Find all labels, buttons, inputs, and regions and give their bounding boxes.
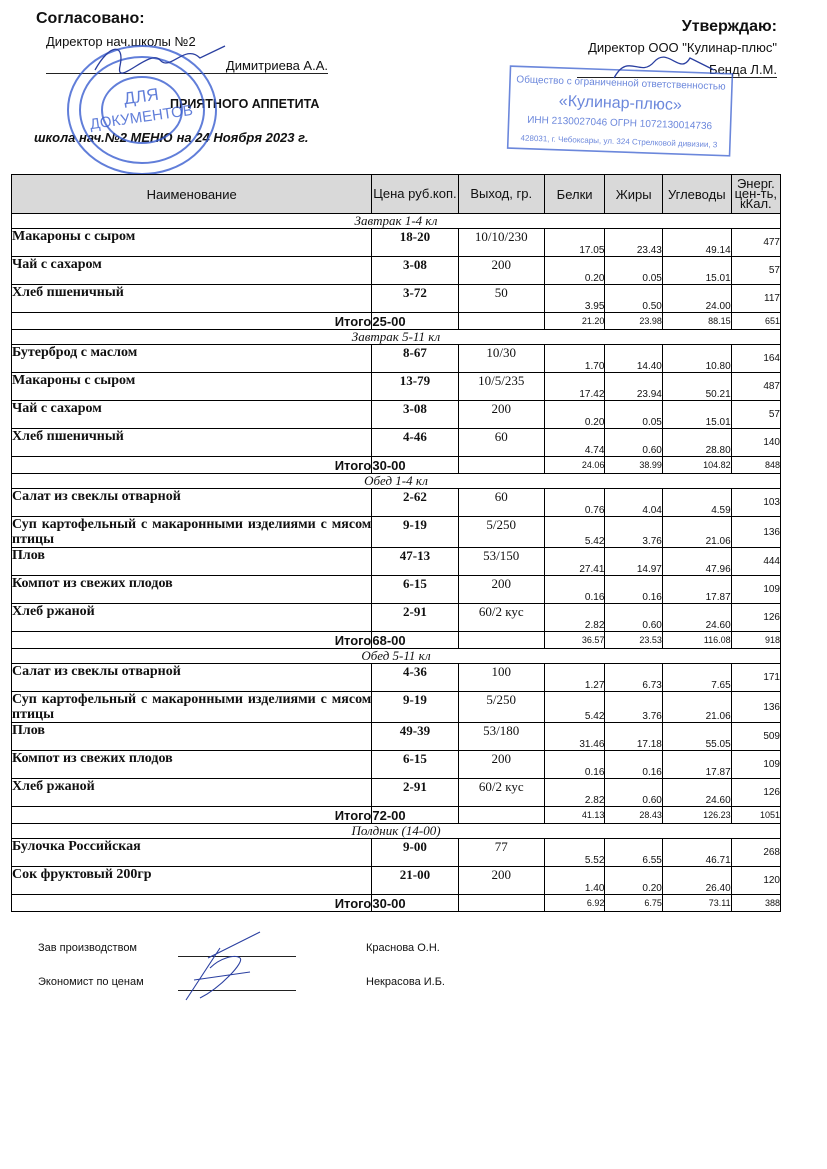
table-row <box>12 751 781 779</box>
dish-name: Макароны с сыром <box>12 229 372 257</box>
total-row <box>12 807 781 824</box>
dish-price: 13-79 <box>372 373 458 401</box>
dish-protein: 4.74 <box>544 429 605 457</box>
total-price: 72-00 <box>372 807 458 824</box>
table-row <box>12 345 781 373</box>
dish-fat: 0.16 <box>605 576 662 604</box>
dish-kcal: 140 <box>731 429 780 457</box>
dish-carbs: 49.14 <box>662 229 731 257</box>
dish-protein: 2.82 <box>544 779 605 807</box>
dish-output: 60/2 кус <box>458 779 544 807</box>
approve-name: Бенда Л.М. <box>577 62 777 78</box>
dish-protein: 0.16 <box>544 576 605 604</box>
svg-text:428031, г. Чебоксары, ул. 324: 428031, г. Чебоксары, ул. 324 Стрелковой дивизии, 3 <box>520 133 718 150</box>
total-kcal: 651 <box>731 313 780 330</box>
dish-output: 60 <box>458 429 544 457</box>
svg-text:ДОКУМЕНТОВ: ДОКУМЕНТОВ <box>88 101 194 134</box>
dish-name: Сок фруктовый 200гр <box>12 867 372 895</box>
total-output-empty <box>458 632 544 649</box>
dish-price: 4-36 <box>372 664 458 692</box>
header-protein: Белки <box>544 175 605 214</box>
dish-name: Хлеб ржаной <box>12 779 372 807</box>
total-kcal: 848 <box>731 457 780 474</box>
dish-price: 47-13 <box>372 548 458 576</box>
dish-protein: 0.16 <box>544 751 605 779</box>
total-output-empty <box>458 807 544 824</box>
dish-protein: 0.20 <box>544 257 605 285</box>
dish-name: Чай с сахаром <box>12 257 372 285</box>
dish-output: 200 <box>458 257 544 285</box>
dish-kcal: 57 <box>731 401 780 429</box>
dish-fat: 23.43 <box>605 229 662 257</box>
dish-carbs: 50.21 <box>662 373 731 401</box>
total-carbs: 73.11 <box>662 895 731 912</box>
dish-carbs: 7.65 <box>662 664 731 692</box>
dish-name: Чай с сахаром <box>12 401 372 429</box>
dish-name: Макароны с сыром <box>12 373 372 401</box>
dish-fat: 17.18 <box>605 723 662 751</box>
section-row <box>12 824 781 839</box>
total-protein: 41.13 <box>544 807 605 824</box>
dish-kcal: 444 <box>731 548 780 576</box>
dish-fat: 0.05 <box>605 401 662 429</box>
dish-protein: 1.70 <box>544 345 605 373</box>
total-row <box>12 457 781 474</box>
table-row <box>12 229 781 257</box>
dish-protein: 5.42 <box>544 692 605 723</box>
dish-fat: 0.05 <box>605 257 662 285</box>
total-carbs: 88.15 <box>662 313 731 330</box>
dish-protein: 5.42 <box>544 517 605 548</box>
dish-fat: 14.40 <box>605 345 662 373</box>
table-row <box>12 257 781 285</box>
economist-label: Экономист по ценам <box>38 976 144 988</box>
total-price: 30-00 <box>372 895 458 912</box>
dish-price: 6-15 <box>372 576 458 604</box>
total-kcal: 918 <box>731 632 780 649</box>
total-protein: 21.20 <box>544 313 605 330</box>
dish-output: 200 <box>458 751 544 779</box>
dish-fat: 0.60 <box>605 779 662 807</box>
total-label: Итого <box>12 457 372 474</box>
total-kcal: 1051 <box>731 807 780 824</box>
table-row <box>12 285 781 313</box>
header-fat: Жиры <box>605 175 662 214</box>
dish-output: 53/180 <box>458 723 544 751</box>
dish-price: 2-91 <box>372 779 458 807</box>
section-title: Завтрак 5-11 кл <box>12 330 781 345</box>
section-row <box>12 649 781 664</box>
section-title: Полдник (14-00) <box>12 824 781 839</box>
director-signature <box>90 38 230 78</box>
dish-protein: 1.40 <box>544 867 605 895</box>
dish-carbs: 17.87 <box>662 751 731 779</box>
dish-fat: 0.20 <box>605 867 662 895</box>
table-row <box>12 839 781 867</box>
dish-price: 3-72 <box>372 285 458 313</box>
svg-text:«Кулинар-плюс»: «Кулинар-плюс» <box>558 92 683 115</box>
dish-output: 5/250 <box>458 692 544 723</box>
table-row <box>12 517 781 548</box>
total-output-empty <box>458 313 544 330</box>
total-label: Итого <box>12 632 372 649</box>
dish-carbs: 55.05 <box>662 723 731 751</box>
total-fat: 28.43 <box>605 807 662 824</box>
total-label: Итого <box>12 807 372 824</box>
total-price: 68-00 <box>372 632 458 649</box>
dish-kcal: 109 <box>731 576 780 604</box>
table-row <box>12 489 781 517</box>
table-header-row <box>12 175 781 214</box>
dish-price: 2-91 <box>372 604 458 632</box>
dish-price: 9-19 <box>372 517 458 548</box>
dish-name: Хлеб пшеничный <box>12 429 372 457</box>
dish-kcal: 477 <box>731 229 780 257</box>
total-fat: 38.99 <box>605 457 662 474</box>
svg-text:ИНН 2130027046 ОГРН 107213001: ИНН 2130027046 ОГРН 1072130014736 <box>526 114 713 133</box>
dish-price: 21-00 <box>372 867 458 895</box>
dish-kcal: 487 <box>731 373 780 401</box>
table-row <box>12 867 781 895</box>
total-carbs: 116.08 <box>662 632 731 649</box>
total-label: Итого <box>12 895 372 912</box>
dish-kcal: 120 <box>731 867 780 895</box>
approver-signature <box>610 48 720 88</box>
dish-kcal: 164 <box>731 345 780 373</box>
dish-output: 60/2 кус <box>458 604 544 632</box>
table-row <box>12 373 781 401</box>
dish-kcal: 126 <box>731 779 780 807</box>
dish-fat: 3.76 <box>605 517 662 548</box>
dish-output: 5/250 <box>458 517 544 548</box>
total-price: 30-00 <box>372 457 458 474</box>
dish-carbs: 46.71 <box>662 839 731 867</box>
dish-name: Хлеб пшеничный <box>12 285 372 313</box>
section-row <box>12 214 781 229</box>
production-label: Зав производством <box>38 942 137 954</box>
dish-output: 200 <box>458 867 544 895</box>
total-label: Итого <box>12 313 372 330</box>
dish-name: Плов <box>12 548 372 576</box>
svg-text:ДЛЯ: ДЛЯ <box>122 84 160 109</box>
menu-subtitle: школа нач.№2 МЕНЮ на 24 Ноября 2023 г. <box>34 130 309 145</box>
dish-name: Суп картофельный с макаронными изделиями с мясом птицы <box>12 692 372 722</box>
dish-name: Салат из свеклы отварной <box>12 664 372 692</box>
dish-fat: 6.55 <box>605 839 662 867</box>
total-price: 25-00 <box>372 313 458 330</box>
dish-fat: 23.94 <box>605 373 662 401</box>
dish-carbs: 4.59 <box>662 489 731 517</box>
table-row <box>12 692 781 723</box>
table-row <box>12 604 781 632</box>
dish-protein: 1.27 <box>544 664 605 692</box>
total-output-empty <box>458 895 544 912</box>
dish-name: Хлеб ржаной <box>12 604 372 632</box>
dish-fat: 0.50 <box>605 285 662 313</box>
total-carbs: 126.23 <box>662 807 731 824</box>
dish-kcal: 136 <box>731 692 780 723</box>
dish-fat: 3.76 <box>605 692 662 723</box>
dish-name: Суп картофельный с макаронными изделиями с мясом птицы <box>12 517 372 547</box>
footer-signature <box>180 928 270 1004</box>
dish-carbs: 21.06 <box>662 692 731 723</box>
dish-output: 50 <box>458 285 544 313</box>
total-fat: 23.53 <box>605 632 662 649</box>
economist-name: Некрасова И.Б. <box>366 976 445 988</box>
menu-table <box>11 174 781 912</box>
agreed-name: Димитриева А.А. <box>46 58 328 74</box>
total-carbs: 104.82 <box>662 457 731 474</box>
dish-protein: 17.42 <box>544 373 605 401</box>
dish-price: 8-67 <box>372 345 458 373</box>
dish-kcal: 126 <box>731 604 780 632</box>
dish-kcal: 136 <box>731 517 780 548</box>
total-row <box>12 632 781 649</box>
dish-protein: 17.05 <box>544 229 605 257</box>
dish-fat: 0.60 <box>605 604 662 632</box>
dish-fat: 0.16 <box>605 751 662 779</box>
total-kcal: 388 <box>731 895 780 912</box>
dish-protein: 3.95 <box>544 285 605 313</box>
dish-carbs: 47.96 <box>662 548 731 576</box>
dish-carbs: 28.80 <box>662 429 731 457</box>
dish-kcal: 171 <box>731 664 780 692</box>
dish-carbs: 17.87 <box>662 576 731 604</box>
dish-protein: 0.20 <box>544 401 605 429</box>
table-row <box>12 576 781 604</box>
dish-price: 9-00 <box>372 839 458 867</box>
section-row <box>12 474 781 489</box>
dish-carbs: 24.60 <box>662 779 731 807</box>
dish-protein: 2.82 <box>544 604 605 632</box>
section-row <box>12 330 781 345</box>
dish-output: 53/150 <box>458 548 544 576</box>
dish-name: Компот из свежих плодов <box>12 576 372 604</box>
dish-price: 4-46 <box>372 429 458 457</box>
dish-kcal: 268 <box>731 839 780 867</box>
dish-name: Компот из свежих плодов <box>12 751 372 779</box>
dish-price: 3-08 <box>372 257 458 285</box>
dish-protein: 5.52 <box>544 839 605 867</box>
total-output-empty <box>458 457 544 474</box>
dish-price: 49-39 <box>372 723 458 751</box>
dish-protein: 31.46 <box>544 723 605 751</box>
dish-kcal: 109 <box>731 751 780 779</box>
section-title: Завтрак 1-4 кл <box>12 214 781 229</box>
dish-carbs: 15.01 <box>662 401 731 429</box>
approve-title: Утверждаю: <box>681 18 777 35</box>
dish-output: 100 <box>458 664 544 692</box>
agreed-title: Согласовано: <box>36 10 145 27</box>
svg-text:Общество с ограниченной ответс: Общество с ограниченной ответственностью <box>516 74 726 93</box>
dish-output: 10/30 <box>458 345 544 373</box>
table-row <box>12 723 781 751</box>
total-row <box>12 313 781 330</box>
dish-name: Бутерброд с маслом <box>12 345 372 373</box>
dish-carbs: 26.40 <box>662 867 731 895</box>
dish-output: 200 <box>458 401 544 429</box>
table-row <box>12 779 781 807</box>
dish-output: 60 <box>458 489 544 517</box>
header-name: Наименование <box>12 175 372 214</box>
dish-price: 18-20 <box>372 229 458 257</box>
dish-carbs: 10.80 <box>662 345 731 373</box>
dish-output: 10/5/235 <box>458 373 544 401</box>
dish-kcal: 57 <box>731 257 780 285</box>
dish-kcal: 103 <box>731 489 780 517</box>
dish-output: 77 <box>458 839 544 867</box>
dish-output: 200 <box>458 576 544 604</box>
section-title: Обед 1-4 кл <box>12 474 781 489</box>
table-row <box>12 429 781 457</box>
menu-title: ПРИЯТНОГО АППЕТИТА <box>170 97 320 111</box>
dish-price: 2-62 <box>372 489 458 517</box>
total-row <box>12 895 781 912</box>
dish-name: Салат из свеклы отварной <box>12 489 372 517</box>
dish-protein: 27.41 <box>544 548 605 576</box>
dish-protein: 0.76 <box>544 489 605 517</box>
header-energy: Энерг. цен-ть, кКал. <box>731 175 780 214</box>
header-output: Выход, гр. <box>458 175 544 214</box>
dish-kcal: 509 <box>731 723 780 751</box>
dish-name: Булочка Российская <box>12 839 372 867</box>
total-fat: 23.98 <box>605 313 662 330</box>
dish-price: 3-08 <box>372 401 458 429</box>
approve-position: Директор ООО "Кулинар-плюс" <box>588 40 777 55</box>
dish-fat: 6.73 <box>605 664 662 692</box>
table-row <box>12 401 781 429</box>
dish-fat: 14.97 <box>605 548 662 576</box>
total-protein: 36.57 <box>544 632 605 649</box>
dish-fat: 4.04 <box>605 489 662 517</box>
dish-carbs: 24.60 <box>662 604 731 632</box>
header-price: Цена руб.коп. <box>372 175 458 214</box>
agreed-position: Директор нач.школы №2 <box>46 34 196 49</box>
dish-carbs: 15.01 <box>662 257 731 285</box>
total-protein: 6.92 <box>544 895 605 912</box>
dish-carbs: 21.06 <box>662 517 731 548</box>
dish-carbs: 24.00 <box>662 285 731 313</box>
total-fat: 6.75 <box>605 895 662 912</box>
dish-kcal: 117 <box>731 285 780 313</box>
dish-price: 6-15 <box>372 751 458 779</box>
table-row <box>12 664 781 692</box>
dish-output: 10/10/230 <box>458 229 544 257</box>
production-name: Краснова О.Н. <box>366 942 440 954</box>
dish-name: Плов <box>12 723 372 751</box>
section-title: Обед 5-11 кл <box>12 649 781 664</box>
header-carbs: Углеводы <box>662 175 731 214</box>
table-row <box>12 548 781 576</box>
dish-price: 9-19 <box>372 692 458 723</box>
total-protein: 24.06 <box>544 457 605 474</box>
dish-fat: 0.60 <box>605 429 662 457</box>
